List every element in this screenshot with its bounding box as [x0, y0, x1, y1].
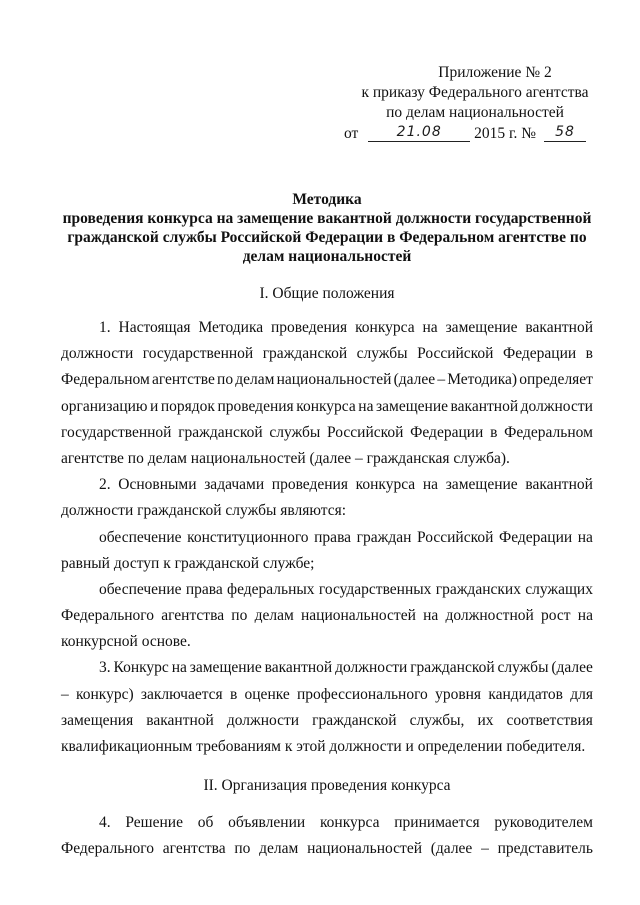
- word: их: [477, 711, 494, 729]
- word: кандидатов: [488, 685, 563, 703]
- word: (далее: [393, 371, 436, 389]
- word: гражданских: [435, 580, 521, 598]
- text-line: [61, 420, 593, 446]
- word: на: [358, 397, 374, 415]
- word: гражданской: [178, 423, 263, 441]
- text-line: равный доступ к гражданской службе;: [61, 554, 315, 572]
- word: задачами: [204, 476, 265, 494]
- word: агентства: [162, 840, 226, 858]
- word: Конкурс: [113, 659, 169, 677]
- text-line: [61, 603, 593, 629]
- word: замещение: [376, 397, 448, 415]
- paragraph-4: [61, 577, 593, 656]
- appendix-date-line: [340, 124, 610, 144]
- word: об: [197, 814, 214, 831]
- word: Федеральном: [504, 423, 593, 441]
- word: службы,: [409, 711, 465, 729]
- word: –: [437, 371, 446, 389]
- text-line: [61, 367, 593, 393]
- text-line: [61, 315, 593, 341]
- word: гражданской: [312, 711, 397, 729]
- word: замещение: [189, 659, 262, 677]
- section-heading-general: I. Общие положения: [259, 285, 395, 302]
- title-line: делам национальностей: [242, 248, 412, 265]
- word: (далее: [551, 659, 593, 677]
- word: должностной: [445, 607, 534, 625]
- text-line: [61, 394, 593, 420]
- word: Решение: [125, 814, 183, 831]
- text-line: [61, 577, 593, 603]
- word: замещение: [445, 319, 518, 336]
- word: объявлении: [228, 814, 306, 831]
- word: по: [217, 371, 234, 389]
- word: обеспечение: [99, 580, 182, 598]
- word: определяет: [519, 371, 593, 389]
- word: конкурса: [296, 397, 356, 415]
- text-line: [61, 810, 593, 836]
- word: национальностей: [276, 371, 392, 389]
- text-line: конкурсной основе.: [61, 633, 191, 651]
- word: в: [585, 345, 593, 363]
- text-line: квалификационным требованиям к этой должности и определении победителя.: [61, 738, 586, 755]
- paragraph-2: [61, 472, 593, 524]
- word: вакантной: [525, 476, 593, 494]
- word: конкурса: [355, 319, 415, 336]
- word: на: [423, 607, 439, 625]
- word: Российской: [327, 423, 404, 441]
- word: агентства: [161, 607, 225, 625]
- word: Федерального: [61, 607, 155, 625]
- word: на: [577, 528, 593, 546]
- word: представитель: [497, 840, 593, 858]
- word: соответствия: [506, 711, 593, 729]
- word: 1.: [99, 319, 111, 336]
- text-line: [61, 525, 593, 551]
- word: агентстве: [151, 371, 215, 389]
- word: права: [185, 580, 223, 598]
- word: должности: [520, 397, 593, 415]
- text-line: [61, 682, 593, 708]
- text-line: [61, 836, 593, 862]
- word: вакантной: [264, 659, 333, 677]
- word: Российской: [416, 528, 494, 546]
- word: должности: [61, 345, 134, 363]
- word: должности: [335, 659, 408, 677]
- word: и: [150, 397, 159, 415]
- word: государственной: [142, 345, 254, 363]
- word: 2.: [99, 476, 111, 494]
- appendix-order-ref: к приказу Федерального агентства: [361, 84, 589, 101]
- appendix-agency: по делам национальностей: [386, 104, 564, 121]
- paragraph-6: [61, 810, 593, 862]
- word: порядок: [160, 397, 215, 415]
- word: замещения: [61, 711, 134, 729]
- document-title: [40, 190, 614, 266]
- word: должности: [226, 711, 300, 729]
- word: Методика): [447, 371, 518, 389]
- word: –: [481, 840, 489, 858]
- word: службы: [269, 423, 321, 441]
- word: –: [61, 685, 69, 703]
- handwritten-number: 58: [555, 124, 575, 140]
- word: для: [570, 685, 593, 703]
- word: 3.: [99, 659, 111, 677]
- word: замещение: [445, 476, 518, 494]
- word: вакантной: [146, 711, 214, 729]
- word: Федерации: [502, 345, 577, 363]
- word: Федерации: [410, 423, 484, 441]
- word: национальностей: [300, 607, 416, 625]
- text-line: агентстве по делам национальностей (далее – гражданская служба).: [61, 449, 510, 467]
- word: вакантной: [450, 397, 519, 415]
- word: Методика: [198, 319, 264, 336]
- handwritten-date: 21.08: [396, 124, 442, 140]
- from-label: от: [344, 125, 359, 142]
- word: Федерального: [61, 840, 155, 858]
- word: в: [490, 423, 498, 441]
- title-line: гражданской службы Российской Федерации в Федеральном агентстве по: [67, 229, 587, 246]
- word: проведения: [271, 319, 348, 336]
- text-line: [61, 341, 593, 367]
- word: на: [422, 476, 439, 494]
- word: по: [234, 840, 251, 858]
- word: на: [422, 319, 438, 336]
- word: конкурса: [319, 814, 380, 831]
- text-line: должности гражданской службы являются:: [61, 502, 347, 520]
- word: 4.: [99, 814, 111, 831]
- word: конкурса: [355, 476, 416, 494]
- word: на: [171, 659, 187, 677]
- word: делам: [254, 607, 294, 625]
- number-blank: [544, 124, 586, 142]
- word: делам: [259, 840, 299, 858]
- word: профессионального: [297, 685, 428, 703]
- section-heading-organization: II. Организация проведения конкурса: [203, 777, 451, 794]
- word: вакантной: [525, 319, 593, 336]
- word: рост: [541, 607, 571, 625]
- appendix-number: Приложение № 2: [438, 64, 552, 81]
- word: оценке: [244, 685, 290, 703]
- word: Федеральном: [61, 371, 150, 389]
- word: граждан: [356, 528, 412, 546]
- paragraph-5: [61, 655, 593, 760]
- word: на: [577, 607, 593, 625]
- paragraph-3: [61, 525, 593, 577]
- text-line: [61, 708, 593, 734]
- appendix-header: [340, 63, 610, 144]
- word: руководителем: [494, 814, 593, 831]
- word: Федерации: [498, 528, 573, 546]
- date-blank: [368, 124, 470, 142]
- word: гражданской: [262, 345, 348, 363]
- word: федеральных: [227, 580, 315, 598]
- word: в: [229, 685, 238, 703]
- word: конституционного: [187, 528, 309, 546]
- word: делам: [235, 371, 275, 389]
- word: принимается: [394, 814, 480, 831]
- word: конкурс): [76, 685, 134, 703]
- word: заключается: [140, 685, 223, 703]
- word: государственной: [61, 423, 172, 441]
- word: Настоящая: [118, 319, 191, 336]
- text-line: [61, 655, 593, 681]
- word: Основными: [118, 476, 197, 494]
- word: уровня: [435, 685, 482, 703]
- word: проведения: [217, 397, 294, 415]
- word: Российской: [417, 345, 494, 363]
- word: проведения: [271, 476, 348, 494]
- word: обеспечение: [99, 528, 182, 546]
- section-body-organization: [61, 810, 593, 862]
- word: национальностей: [307, 840, 422, 858]
- year-label: 2015 г. №: [474, 125, 537, 142]
- word: государственных: [318, 580, 432, 598]
- word: организацию: [61, 397, 148, 415]
- section-body-general: [61, 315, 593, 760]
- word: по: [231, 607, 248, 625]
- title-line: Методика: [292, 191, 362, 208]
- word: (далее: [430, 840, 473, 858]
- word: гражданской: [410, 659, 495, 677]
- title-line: проведения конкурса на замещение вакантной должности государственной: [62, 210, 592, 227]
- text-line: [61, 472, 593, 498]
- paragraph-1: [61, 315, 593, 472]
- word: службы: [497, 659, 549, 677]
- word: права: [314, 528, 352, 546]
- word: службы: [356, 345, 408, 363]
- word: служащих: [525, 580, 593, 598]
